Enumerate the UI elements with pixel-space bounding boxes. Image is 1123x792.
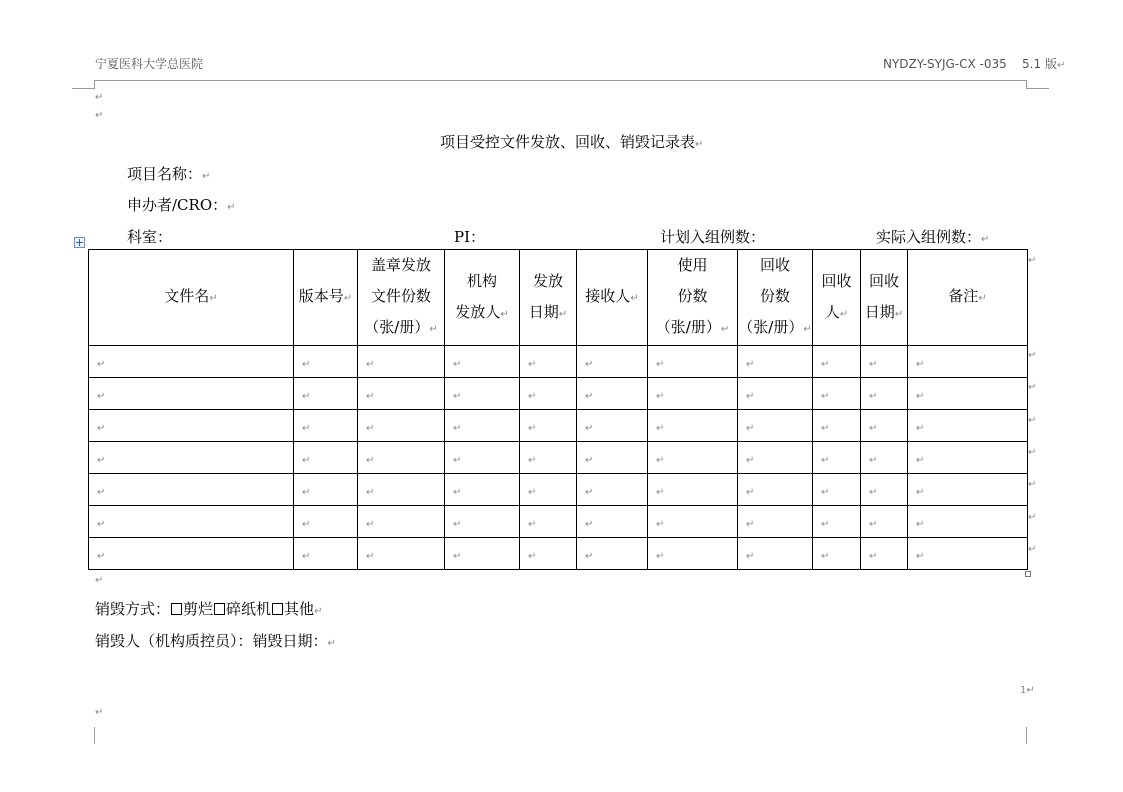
header-label: 版本号: [298, 287, 344, 305]
destroy-method-label: 销毁方式：: [95, 600, 171, 618]
table-cell-version-no[interactable]: [294, 442, 358, 474]
para-mark: ↵: [821, 487, 830, 498]
table-cell-issue-date[interactable]: [520, 506, 577, 538]
table-cell-file-name[interactable]: [89, 410, 294, 442]
table-cell-issue-date[interactable]: [520, 410, 577, 442]
option-shredder: 碎纸机: [226, 600, 272, 618]
project-name-line: [127, 163, 210, 184]
para-mark: ↵: [453, 423, 462, 434]
corner-mark-tr-v: [1026, 80, 1027, 89]
header-label: 回收 日期: [864, 271, 899, 321]
table-cell-used-copies[interactable]: [648, 538, 738, 570]
para-mark: ↵: [869, 487, 878, 498]
table-cell-receiver[interactable]: [577, 442, 648, 474]
para-mark: ↵: [746, 423, 755, 434]
para-mark: ↵: [869, 455, 878, 466]
header-remarks: [908, 250, 1028, 346]
para-mark: ↵: [528, 359, 537, 370]
table-row: [89, 378, 1028, 410]
para-mark: ↵: [746, 551, 755, 562]
page-number: [1020, 685, 1035, 696]
table-row: [89, 410, 1028, 442]
para-mark: ↵: [746, 487, 755, 498]
table-cell-remarks[interactable]: [908, 410, 1028, 442]
para-mark: ↵: [528, 455, 537, 466]
form-title: [440, 131, 703, 152]
sponsor-label: 申办者/CRO：: [127, 196, 228, 214]
row-end-mark: ↵: [1028, 446, 1037, 458]
table-cell-return-date[interactable]: [861, 474, 908, 506]
para-mark: ↵: [585, 391, 594, 402]
table-cell-issue-date[interactable]: [520, 442, 577, 474]
para-mark: ↵: [97, 423, 106, 434]
table-cell-collector[interactable]: [813, 538, 861, 570]
para-mark: ↵: [95, 575, 104, 586]
row-end-mark: ↵: [1028, 414, 1037, 426]
table-row: [89, 506, 1028, 538]
para-mark: ↵: [585, 423, 594, 434]
corner-mark-tl-v: [94, 80, 95, 89]
para-mark: ↵: [585, 551, 594, 562]
para-mark: ↵: [821, 423, 830, 434]
para-mark: ↵: [202, 171, 211, 182]
planned-cases-label: 计划入组例数：: [660, 228, 766, 246]
para-mark: ↵: [302, 551, 311, 562]
para-mark: ↵: [821, 359, 830, 370]
table-cell-remarks[interactable]: [908, 506, 1028, 538]
option-other: 其他: [284, 600, 315, 618]
table-cell-receiver[interactable]: [577, 506, 648, 538]
para-mark: ↵: [95, 707, 104, 718]
header-rule: [95, 80, 1027, 81]
para-mark: ↵: [746, 391, 755, 402]
para-mark: ↵: [97, 519, 106, 530]
para-mark: ↵: [916, 359, 925, 370]
para-mark: ↵: [869, 519, 878, 530]
para-mark: ↵: [821, 455, 830, 466]
destroyer-line: [95, 630, 336, 651]
pi-label: PI：: [454, 228, 486, 246]
para-mark: ↵: [302, 487, 311, 498]
table-cell-remarks[interactable]: [908, 346, 1028, 378]
corner-mark-bl: [94, 727, 95, 744]
project-name-label: 项目名称：: [127, 165, 203, 183]
para-mark: ↵: [656, 455, 665, 466]
table-cell-returned-copies[interactable]: [738, 474, 813, 506]
header-stamped-copies: [358, 250, 445, 346]
para-mark: ↵: [528, 551, 537, 562]
table-cell-collector[interactable]: [813, 442, 861, 474]
row-end-mark: ↵: [1028, 350, 1037, 361]
para-mark: ↵: [528, 391, 537, 402]
para-mark: ↵: [656, 391, 665, 402]
header-label: 使用 份数 （张/册）: [655, 256, 721, 336]
para-mark: ↵: [209, 293, 218, 304]
table-header-row: [89, 250, 1028, 346]
para-mark: ↵: [528, 487, 537, 498]
table-cell-receiver[interactable]: [577, 410, 648, 442]
table-cell-receiver[interactable]: [577, 346, 648, 378]
table-cell-issue-date[interactable]: [520, 538, 577, 570]
table-cell-issuer[interactable]: [445, 538, 520, 570]
table-cell-issue-date[interactable]: [520, 346, 577, 378]
para-mark: ↵: [916, 551, 925, 562]
row-end-mark: ↵: [1028, 382, 1037, 394]
table-cell-issuer[interactable]: [445, 378, 520, 410]
table-cell-returned-copies[interactable]: [738, 410, 813, 442]
table-cell-issue-date[interactable]: [520, 474, 577, 506]
table-cell-return-date[interactable]: [861, 346, 908, 378]
table-cell-stamped-copies[interactable]: [358, 346, 445, 378]
table-cell-receiver[interactable]: [577, 378, 648, 410]
table-cell-issuer[interactable]: [445, 474, 520, 506]
header-label: 备注: [948, 287, 979, 305]
corner-mark-tl: [72, 88, 94, 89]
para-mark: ↵: [453, 551, 462, 562]
header-returned-copies: [738, 250, 813, 346]
table-cell-returned-copies[interactable]: [738, 506, 813, 538]
table-resize-handle[interactable]: [1025, 571, 1031, 577]
header-doc-code: [883, 55, 1065, 72]
table-cell-collector[interactable]: [813, 410, 861, 442]
table-cell-receiver[interactable]: [577, 538, 648, 570]
para-mark: ↵: [97, 359, 106, 370]
header-label: 机构 发放人: [455, 271, 501, 321]
para-mark: ↵: [366, 551, 375, 562]
doc-version: 5.1 版: [1022, 57, 1057, 71]
para-mark: ↵: [585, 519, 594, 530]
sponsor-line: [127, 194, 236, 215]
table-cell-version-no[interactable]: [294, 506, 358, 538]
table-cell-returned-copies[interactable]: [738, 346, 813, 378]
corner-mark-tr: [1027, 88, 1049, 89]
header-return-date: [861, 250, 908, 346]
para-mark: ↵: [630, 293, 639, 304]
table-cell-remarks[interactable]: [908, 538, 1028, 570]
para-mark: ↵: [302, 519, 311, 530]
para-mark: ↵: [429, 324, 438, 335]
header-collector: [813, 250, 861, 346]
form-title-text: 项目受控文件发放、回收、销毁记录表: [440, 133, 696, 151]
table-cell-return-date[interactable]: [861, 506, 908, 538]
para-mark: ↵: [585, 487, 594, 498]
table-cell-stamped-copies[interactable]: [358, 410, 445, 442]
para-mark: ↵: [656, 423, 665, 434]
actual-cases-label: 实际入组例数：: [876, 228, 982, 246]
para-mark: ↵: [314, 606, 323, 617]
para-mark: ↵: [453, 519, 462, 530]
table-cell-file-name[interactable]: [89, 538, 294, 570]
para-mark: ↵: [821, 551, 830, 562]
doc-code: NYDZY-SYJG-CX -035: [883, 57, 1007, 71]
para-mark: ↵: [894, 308, 904, 320]
para-mark: ↵: [528, 519, 537, 530]
para-mark: ↵: [656, 487, 665, 498]
table-cell-issuer[interactable]: [445, 506, 520, 538]
para-mark: ↵: [746, 519, 755, 530]
table-cell-version-no[interactable]: [294, 346, 358, 378]
table-cell-version-no[interactable]: [294, 378, 358, 410]
table-cell-returned-copies[interactable]: [738, 538, 813, 570]
checkbox-shredder[interactable]: [214, 603, 225, 615]
table-cell-returned-copies[interactable]: [738, 442, 813, 474]
table-cell-receiver[interactable]: [577, 474, 648, 506]
actual-cases-line: [876, 226, 989, 247]
para-mark: ↵: [97, 551, 106, 562]
table-cell-collector[interactable]: [813, 346, 861, 378]
table-row: [89, 538, 1028, 570]
para-mark: ↵: [366, 487, 375, 498]
para-mark: ↵: [916, 455, 925, 466]
corner-mark-br: [1026, 727, 1027, 744]
table-cell-stamped-copies[interactable]: [358, 474, 445, 506]
para-mark: ↵: [656, 551, 665, 562]
para-mark: ↵: [528, 423, 537, 434]
para-mark: ↵: [656, 359, 665, 370]
header-version-no: [294, 250, 358, 346]
para-mark: ↵: [585, 455, 594, 466]
para-mark: ↵: [302, 391, 311, 402]
row-end-mark: ↵: [1028, 479, 1037, 491]
para-mark: ↵: [585, 359, 594, 370]
header-used-copies: [648, 250, 738, 346]
header-issue-date: [520, 250, 577, 346]
para-mark: ↵: [453, 391, 462, 402]
table-cell-file-name[interactable]: [89, 474, 294, 506]
table-cell-file-name[interactable]: [89, 346, 294, 378]
row-end-mark: ↵: [1028, 511, 1037, 523]
para-mark: ↵: [97, 487, 106, 498]
table-cell-issuer[interactable]: [445, 410, 520, 442]
table-cell-issuer[interactable]: [445, 346, 520, 378]
table-cell-stamped-copies[interactable]: [358, 378, 445, 410]
table-cell-collector[interactable]: [813, 474, 861, 506]
table-cell-used-copies[interactable]: [648, 346, 738, 378]
para-mark: ↵: [1026, 685, 1035, 696]
table-cell-stamped-copies[interactable]: [358, 442, 445, 474]
table-cell-issue-date[interactable]: [520, 378, 577, 410]
table-row: [89, 346, 1028, 378]
para-mark: ↵: [302, 359, 311, 370]
para-mark: ↵: [366, 455, 375, 466]
para-mark: ↵: [302, 455, 311, 466]
table-cell-stamped-copies[interactable]: [358, 538, 445, 570]
para-mark: ↵: [95, 92, 104, 103]
row-end-mark: ↵: [1028, 543, 1037, 555]
para-mark: ↵: [97, 391, 106, 402]
para-mark: ↵: [227, 202, 236, 213]
checkbox-other[interactable]: [272, 603, 283, 615]
header-label: 盖章发放 文件份数 （张/册）: [364, 256, 431, 336]
table-row: [89, 442, 1028, 474]
table-cell-return-date[interactable]: [861, 410, 908, 442]
table-cell-remarks[interactable]: [908, 474, 1028, 506]
para-mark: ↵: [869, 423, 878, 434]
para-mark: ↵: [1056, 60, 1066, 71]
option-cut: 剪烂: [183, 600, 214, 618]
table-cell-return-date[interactable]: [861, 538, 908, 570]
para-mark: ↵: [869, 391, 878, 402]
para-mark: ↵: [720, 324, 730, 335]
para-mark: ↵: [869, 359, 878, 370]
para-mark: ↵: [916, 391, 925, 402]
para-mark: ↵: [839, 308, 849, 320]
table-cell-collector[interactable]: [813, 506, 861, 538]
page-number-value: 1: [1020, 685, 1027, 696]
para-mark: ↵: [916, 423, 925, 434]
para-mark: ↵: [453, 455, 462, 466]
header-label: 回收 份数 （张/册）: [738, 256, 804, 336]
para-mark: ↵: [981, 234, 990, 245]
table-cell-returned-copies[interactable]: [738, 378, 813, 410]
para-mark: ↵: [95, 110, 104, 121]
para-mark: ↵: [821, 391, 830, 402]
table-cell-issuer[interactable]: [445, 442, 520, 474]
table-move-handle[interactable]: [74, 237, 85, 248]
para-mark: ↵: [366, 519, 375, 530]
table-cell-remarks[interactable]: [908, 378, 1028, 410]
table-cell-file-name[interactable]: [89, 506, 294, 538]
table-cell-version-no[interactable]: [294, 410, 358, 442]
para-mark: ↵: [558, 308, 568, 320]
department-label: 科室：: [127, 228, 173, 246]
table-cell-version-no[interactable]: [294, 474, 358, 506]
para-mark: ↵: [453, 487, 462, 498]
table-cell-used-copies[interactable]: [648, 474, 738, 506]
header-receiver: [577, 250, 648, 346]
checkbox-cut[interactable]: [171, 603, 182, 615]
row-end-mark: ↵: [1028, 255, 1037, 266]
header-label: 回收 人: [821, 271, 852, 321]
para-mark: ↵: [916, 519, 925, 530]
para-mark: ↵: [366, 359, 375, 370]
header-label: 文件名: [164, 287, 210, 305]
para-mark: ↵: [327, 638, 336, 649]
para-mark: ↵: [803, 324, 812, 335]
para-mark: ↵: [746, 359, 755, 370]
para-mark: ↵: [366, 423, 375, 434]
para-mark: ↵: [500, 308, 509, 320]
para-mark: ↵: [97, 455, 106, 466]
para-mark: ↵: [656, 519, 665, 530]
para-mark: ↵: [746, 455, 755, 466]
header-org: 宁夏医科大学总医院: [95, 57, 204, 71]
para-mark: ↵: [302, 423, 311, 434]
destroyer-label: 销毁人（机构质控员）：销毁日期：: [95, 632, 328, 650]
para-mark: ↵: [453, 359, 462, 370]
table-cell-file-name[interactable]: [89, 442, 294, 474]
table-cell-return-date[interactable]: [861, 378, 908, 410]
para-mark: ↵: [978, 293, 987, 304]
table-cell-file-name[interactable]: [89, 378, 294, 410]
header-issuer: [445, 250, 520, 346]
para-mark: ↵: [869, 551, 878, 562]
header-label: 接收人: [585, 287, 631, 305]
table-cell-stamped-copies[interactable]: [358, 506, 445, 538]
destroy-method-line: [95, 598, 322, 619]
table-cell-collector[interactable]: [813, 378, 861, 410]
header-file-name: [89, 250, 294, 346]
table-row: [89, 474, 1028, 506]
table-cell-return-date[interactable]: [861, 442, 908, 474]
para-mark: ↵: [916, 487, 925, 498]
para-mark: ↵: [343, 293, 353, 304]
para-mark: ↵: [366, 391, 375, 402]
para-mark: ↵: [695, 139, 704, 150]
record-table: [88, 249, 1028, 570]
table-cell-version-no[interactable]: [294, 538, 358, 570]
table-cell-used-copies[interactable]: [648, 506, 738, 538]
header-label: 发放 日期: [528, 271, 563, 321]
table-cell-used-copies[interactable]: [648, 378, 738, 410]
table-cell-used-copies[interactable]: [648, 442, 738, 474]
table-cell-remarks[interactable]: [908, 442, 1028, 474]
para-mark: ↵: [821, 519, 830, 530]
table-cell-used-copies[interactable]: [648, 410, 738, 442]
